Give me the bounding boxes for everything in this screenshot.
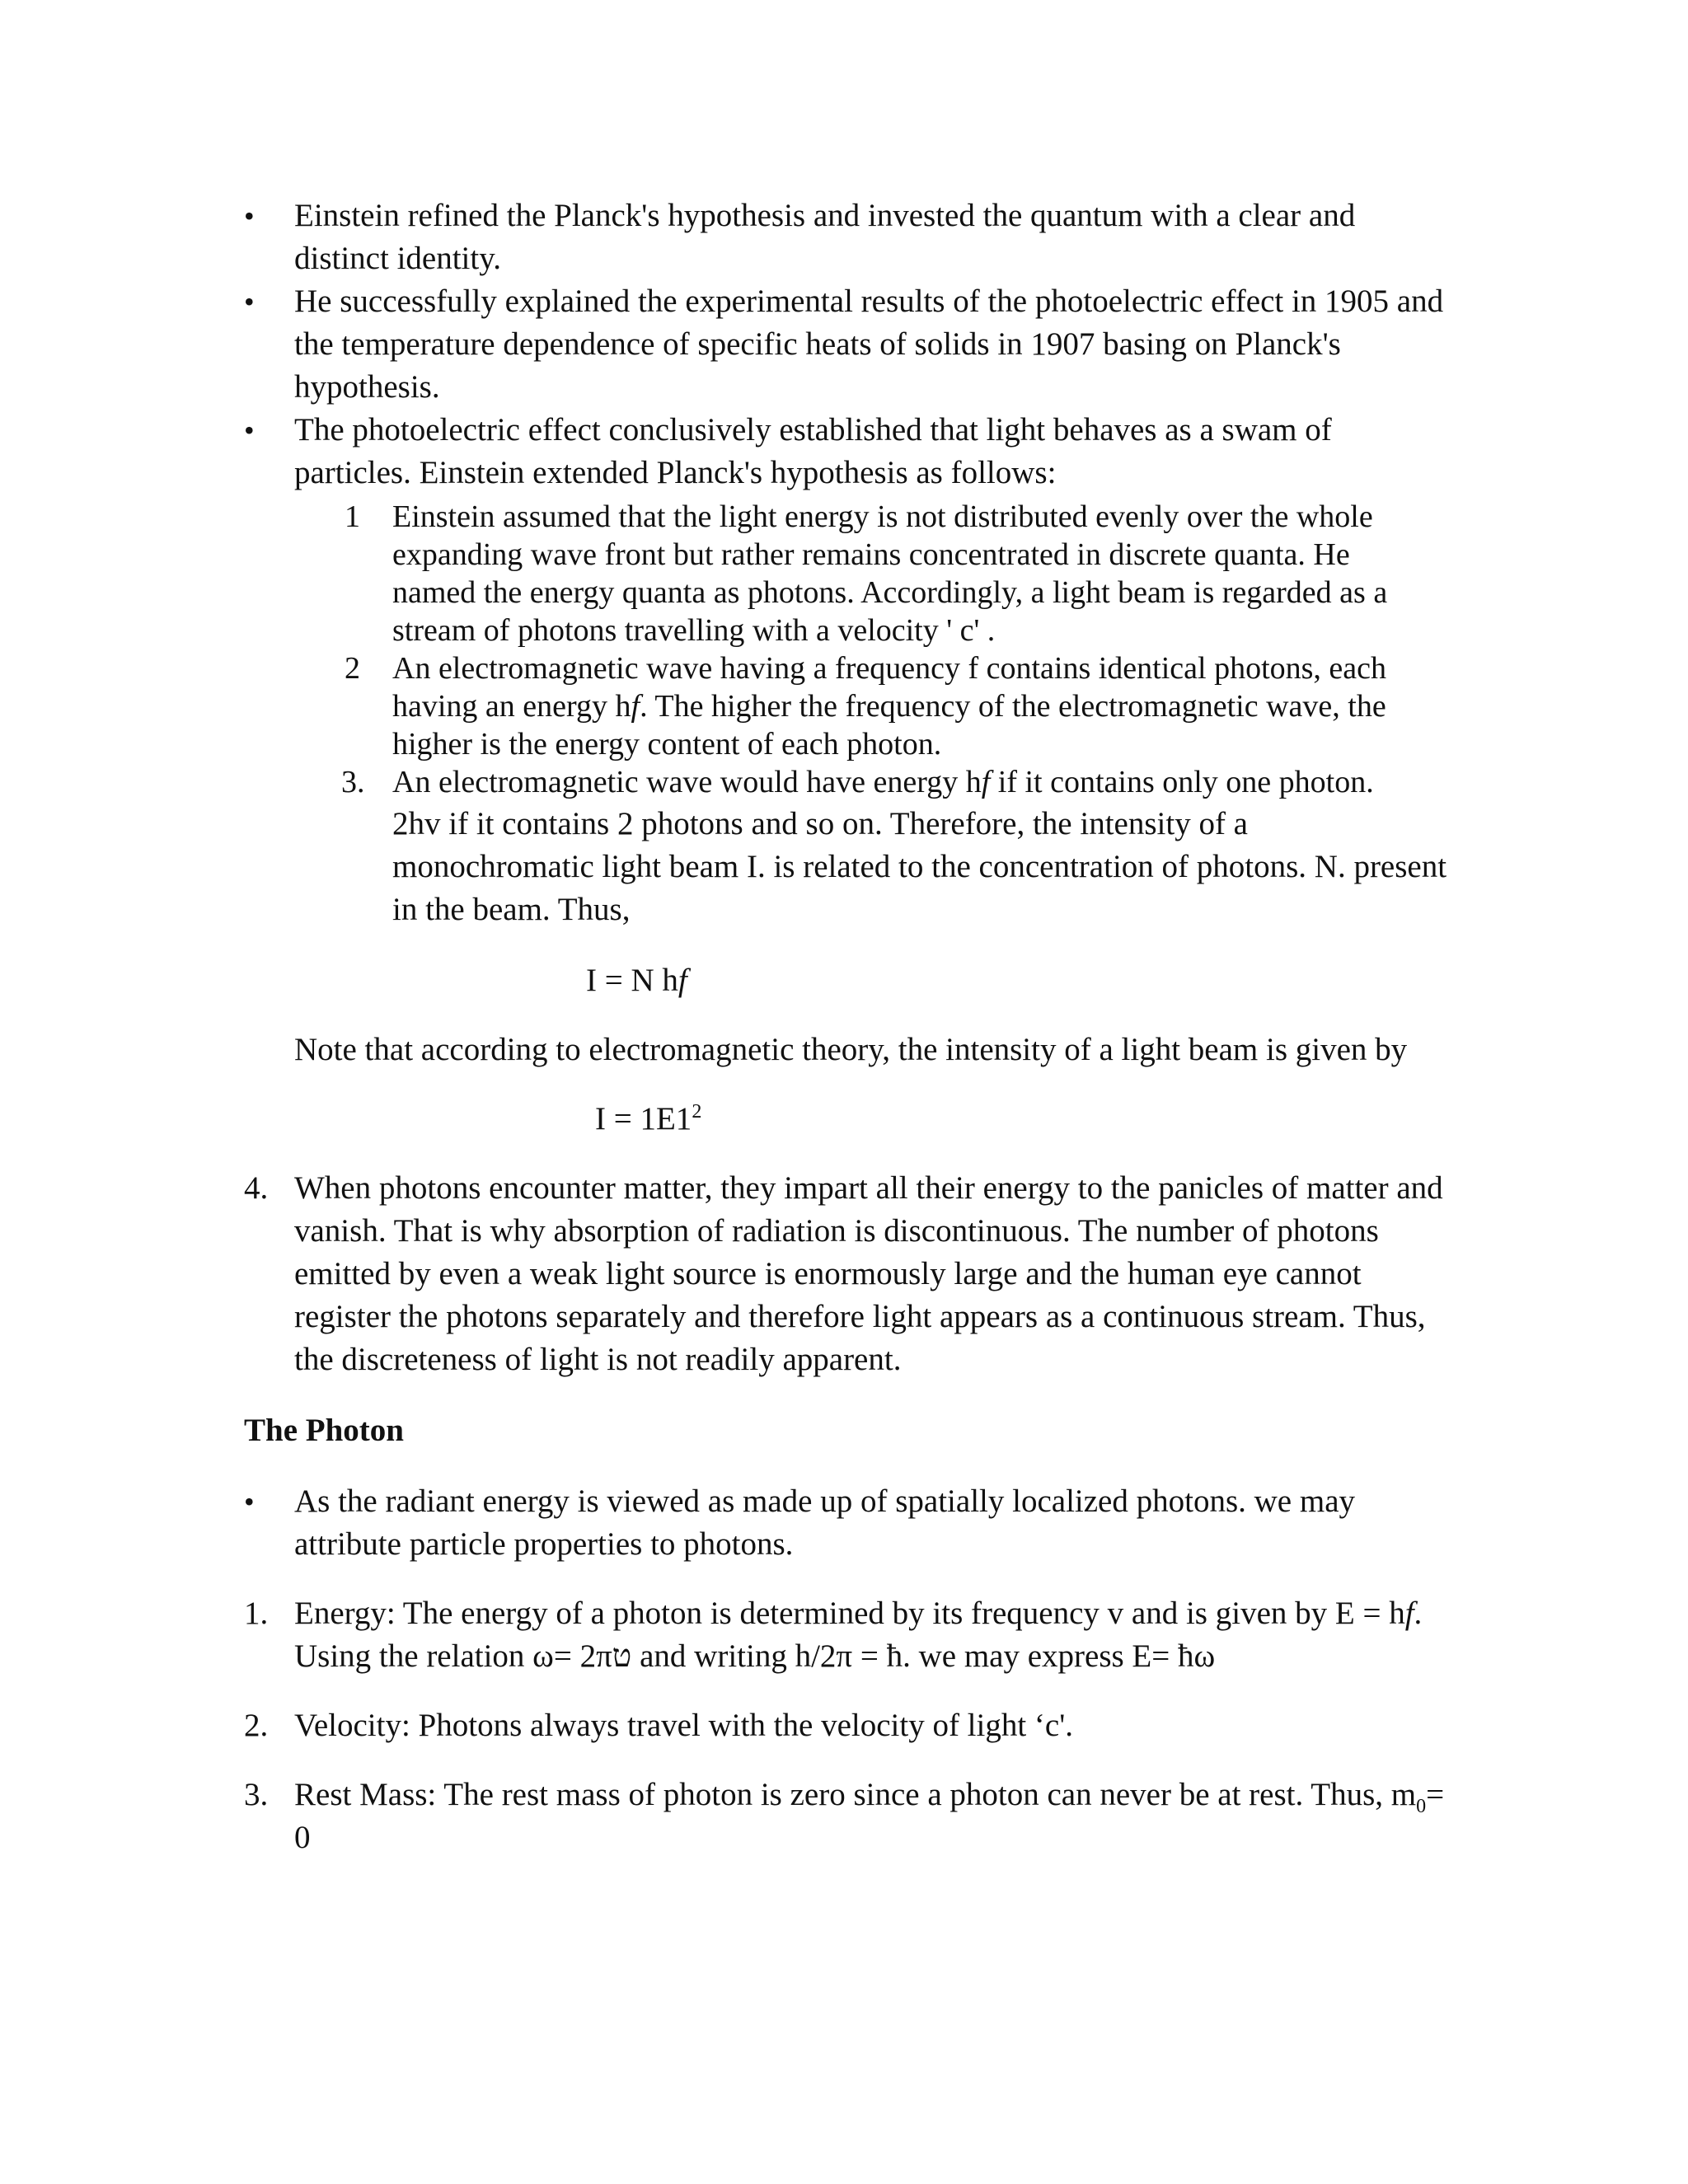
sub-item-1-line-1: Einstein assumed that the light energy is not distributed evenly over the whole [392, 499, 1373, 534]
bullet-2-line-3: hypothesis. [294, 369, 440, 405]
photon-item-1-number: 1. [244, 1596, 269, 1631]
item-4-line-2: vanish. That is why absorption of radiation is discontinuous. The number of photons [294, 1213, 1379, 1249]
photon-item-2-line-1: Velocity: Photons always travel with the velocity of light ‘c'. [294, 1708, 1074, 1743]
equation-text: I = 1E1 [595, 1101, 692, 1137]
item-4-line-5: the discreteness of light is not readily apparent. [294, 1342, 902, 1377]
bullet-marker: • [244, 1485, 255, 1518]
sub-item-3-number: 3. [341, 765, 365, 799]
sub-item-2-line-1: An electromagnetic wave having a frequency f contains identical photons, each [392, 651, 1387, 686]
bullet-marker: • [244, 285, 255, 318]
section-heading: The Photon [244, 1413, 404, 1448]
bullet-marker: • [244, 414, 255, 447]
text-run: . The higher the frequency of the electromagnetic wave, the [640, 689, 1386, 724]
bullet-3-line-1: The photoelectric effect conclusively established that light behaves as a swam of [294, 412, 1332, 448]
photon-item-1-line-2: Using the relation ω= 2πט and writing h/2π = ħ. we may express E= ħω [294, 1638, 1216, 1674]
sub-item-3-line-2: 2hv if it contains 2 photons and so on. Therefore, the intensity of a [392, 806, 1248, 841]
bullet-1-line-1: Einstein refined the Planck's hypothesis and invested the quantum with a clear and [294, 198, 1356, 233]
sub-item-2-line-3: higher is the energy content of each photon. [392, 727, 942, 762]
text-run: Rest Mass: The rest mass of photon is zero since a photon can never be at rest. Thus, m [294, 1777, 1417, 1812]
photon-item-3-line-2: 0 [294, 1820, 311, 1855]
item-4-line-4: register the photons separately and therefore light appears as a continuous stream. Thus, [294, 1299, 1426, 1334]
equation-intensity-photons [586, 959, 687, 1002]
sub-item-2-line-2 [392, 687, 1386, 725]
bullet-marker: • [244, 199, 255, 232]
sub-item-1-line-3: named the energy quanta as photons. Accordingly, a light beam is regarded as a [392, 575, 1388, 610]
text-run: An electromagnetic wave would have energy h [392, 765, 982, 799]
frequency-symbol: f [678, 963, 687, 998]
sub-item-1-line-2: expanding wave front but rather remains concentrated in discrete quanta. He [392, 537, 1350, 572]
text-run: having an energy h [392, 689, 631, 724]
bullet-2-line-2: the temperature dependence of specific heats of solids in 1907 basing on Planck's [294, 326, 1341, 362]
frequency-symbol: f [981, 765, 991, 799]
item-4-line-1: When photons encounter matter, they impart all their energy to the panicles of matter and [294, 1170, 1443, 1206]
text-run: = [1426, 1777, 1445, 1812]
sub-item-3-line-1 [392, 763, 1374, 801]
photon-item-2-number: 2. [244, 1708, 269, 1743]
text-run: . [1414, 1596, 1423, 1631]
photon-item-3-number: 3. [244, 1777, 269, 1812]
photon-item-1-line-1 [294, 1592, 1422, 1635]
sub-item-1-line-4: stream of photons travelling with a velocity ' c' . [392, 613, 996, 648]
item-4-line-3: emitted by even a weak light source is enormously large and the human eye cannot [294, 1256, 1362, 1291]
superscript: 2 [692, 1101, 702, 1122]
frequency-symbol: f [631, 689, 640, 724]
photon-bullet-line-1: As the radiant energy is viewed as made up of spatially localized photons. we may [294, 1483, 1355, 1519]
photon-item-3-line-1 [294, 1774, 1444, 1816]
frequency-symbol: f [1404, 1596, 1414, 1631]
item-4-number: 4. [244, 1170, 269, 1206]
sub-item-2-number: 2 [345, 651, 360, 686]
text-run: Energy: The energy of a photon is determined by its frequency v and is given by E = h [294, 1596, 1405, 1631]
sub-item-3-line-4: in the beam. Thus, [392, 892, 631, 927]
bullet-1-line-2: distinct identity. [294, 241, 501, 276]
bullet-2-line-1: He successfully explained the experimental results of the photoelectric effect in 1905 and [294, 284, 1444, 319]
equation-intensity-field [595, 1098, 701, 1141]
text-run: if it contains only one photon. [990, 765, 1374, 799]
sub-item-3-line-3: monochromatic light beam I. is related to the concentration of photons. N. present [392, 849, 1447, 884]
note-line: Note that according to electromagnetic theory, the intensity of a light beam is given by [294, 1032, 1408, 1067]
subscript: 0 [1416, 1795, 1427, 1817]
equation-text: I = N h [586, 963, 678, 998]
sub-item-1-number: 1 [345, 499, 360, 534]
bullet-3-line-2: particles. Einstein extended Planck's hypothesis as follows: [294, 455, 1057, 490]
photon-bullet-line-2: attribute particle properties to photons. [294, 1526, 794, 1562]
